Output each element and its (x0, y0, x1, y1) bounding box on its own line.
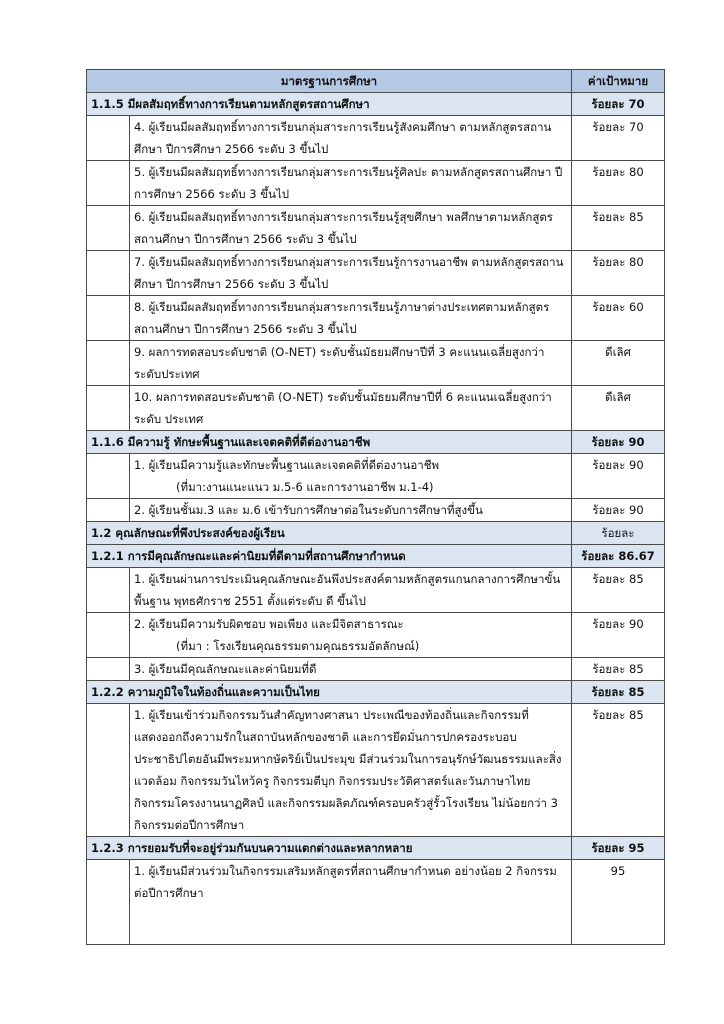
table-row (87, 499, 665, 522)
section-target: ร้อยละ 90 (572, 431, 665, 454)
item-text: 6. ผู้เรียนมีผลสัมฤทธิ์ทางการเรียนกลุ่มสาระการเรียนรู้สุขศึกษา พลศึกษาตามหลักสูตรสถานศึกษา ปีการศึกษา 2566 ระดับ 3 ขึ้นไป (130, 206, 572, 251)
item-text: 4. ผู้เรียนมีผลสัมฤทธิ์ทางการเรียนกลุ่มสาระการเรียนรู้สังคมศึกษา ตามหลักสูตรสถานศึกษา ปีการศึกษา 2566 ระดับ 3 ขึ้นไป (130, 116, 572, 161)
item-target: ร้อยละ 90 (572, 613, 665, 658)
item-text: 1. ผู้เรียนมีความรู้และทักษะพื้นฐานและเจตคติที่ดีต่องานอาชีพ (134, 458, 440, 472)
table-row (87, 860, 665, 945)
header-standard: มาตรฐานการศึกษา (87, 70, 572, 93)
table-row (87, 161, 665, 206)
table-row (87, 613, 665, 658)
section-title: 1.2 คุณลักษณะที่พึงประสงค์ของผู้เรียน (87, 522, 572, 545)
section-row (87, 93, 665, 116)
section-target: ร้อยละ (572, 522, 665, 545)
section-title: 1.1.5 มีผลสัมฤทธิ์ทางการเรียนตามหลักสูตรสถานศึกษา (87, 93, 572, 116)
header-target: ค่าเป้าหมาย (572, 70, 665, 93)
table-row (87, 206, 665, 251)
item-target: ร้อยละ 85 (572, 704, 665, 837)
item-target: ร้อยละ 85 (572, 568, 665, 613)
item-text: 1. ผู้เรียนมีส่วนร่วมในกิจกรรมเสริมหลักสูตรที่สถานศึกษากำหนด อย่างน้อย 2 กิจกรรมต่อปีการศึกษา (134, 864, 557, 900)
item-text: 10. ผลการทดสอบระดับชาติ (O-NET) ระดับชั้นมัธยมศึกษาปีที่ 6 คะแนนเฉลี่ยสูงกว่าระดับ ประเทศ (130, 386, 572, 431)
item-target: ร้อยละ 85 (572, 658, 665, 681)
table-row (87, 704, 665, 837)
section-title: 1.2.3 การยอมรับที่จะอยู่ร่วมกันบนความแตกต่างและหลากหลาย (87, 837, 572, 860)
table-row (87, 251, 665, 296)
table-row (87, 386, 665, 431)
item-source: (ที่มา : โรงเรียนคุณธรรมตามคุณธรรมอัตลักษณ์) (176, 639, 420, 653)
item-text: 7. ผู้เรียนมีผลสัมฤทธิ์ทางการเรียนกลุ่มสาระการเรียนรู้การงานอาชีพ ตามหลักสูตรสถานศึกษา ปีการศึกษา 2566 ระดับ 3 ขึ้นไป (130, 251, 572, 296)
item-target: ร้อยละ 60 (572, 296, 665, 341)
item-target: ร้อยละ 90 (572, 454, 665, 499)
table-row (87, 341, 665, 386)
item-target: ร้อยละ 85 (572, 206, 665, 251)
item-source: (ที่มา:งานแนะแนว ม.5-6 และการงานอาชีพ ม.1-4) (176, 480, 434, 494)
item-target: ดีเลิศ (572, 341, 665, 386)
item-text: 2. ผู้เรียนชั้นม.3 และ ม.6 เข้ารับการศึกษาต่อในระดับการศึกษาที่สูงขึ้น (130, 499, 572, 522)
section-target: ร้อยละ 95 (572, 837, 665, 860)
table-row (87, 296, 665, 341)
item-target: ร้อยละ 90 (572, 499, 665, 522)
item-text: 1. ผู้เรียนเข้าร่วมกิจกรรมวันสำคัญทางศาสนา ประเพณีของท้องถิ่นและกิจกรรมที่แสดงออกถึงความรักในสถาบันหลักของชาติ และการยึดมั่นการปกครองระบอบประชาธิปไตยอันมีพระมหากษัตริย์เป็นประมุข มีส่วนร่วมในการอนุรักษ์วัฒนธรรมและสิ่งแวดล้อม กิจกรรมวันไหว้ครู กิจกรรมตีบุก กิจกรรมประวัติศาสตร์และวันภาษาไทย กิจกรรมโครงงานนาฏศิลป์ และกิจกรรมผลิตภัณฑ์ครอบครัวสู่รั้วโรงเรียน ไม่น้อยกว่า 3 กิจกรรมต่อปีการศึกษา (130, 704, 572, 837)
section-row (87, 431, 665, 454)
item-text: 8. ผู้เรียนมีผลสัมฤทธิ์ทางการเรียนกลุ่มสาระการเรียนรู้ภาษาต่างประเทศตามหลักสูตรสถานศึกษา ปีการศึกษา 2566 ระดับ 3 ขึ้นไป (130, 296, 572, 341)
item-text: 3. ผู้เรียนมีคุณลักษณะและค่านิยมที่ดี (130, 658, 572, 681)
section-target: ร้อยละ 85 (572, 681, 665, 704)
section-row (87, 522, 665, 545)
section-row (87, 837, 665, 860)
section-target: ร้อยละ 86.67 (572, 545, 665, 568)
item-target: 95 (572, 860, 665, 945)
table-header-row (87, 70, 665, 93)
item-target: ร้อยละ 80 (572, 161, 665, 206)
table-row (87, 454, 665, 499)
item-target: ดีเลิศ (572, 386, 665, 431)
item-text: 2. ผู้เรียนมีความรับผิดชอบ พอเพียง และมีจิตสาธารณะ (134, 617, 404, 631)
section-title: 1.2.2 ความภูมิใจในท้องถิ่นและความเป็นไทย (87, 681, 572, 704)
section-title: 1.2.1 การมีคุณลักษณะและค่านิยมที่ดีตามที่สถานศึกษากำหนด (87, 545, 572, 568)
item-text: 9. ผลการทดสอบระดับชาติ (O-NET) ระดับชั้นมัธยมศึกษาปีที่ 3 คะแนนเฉลี่ยสูงกว่าระดับประเทศ (130, 341, 572, 386)
section-row (87, 681, 665, 704)
standards-table (86, 69, 665, 945)
item-target: ร้อยละ 70 (572, 116, 665, 161)
item-text: 1. ผู้เรียนผ่านการประเมินคุณลักษณะอันพึงประสงค์ตามหลักสูตรแกนกลางการศึกษาขั้นพื้นฐาน พุทธศักราช 2551 ตั้งแต่ระดับ ดี ขึ้นไป (130, 568, 572, 613)
table-row (87, 658, 665, 681)
item-text: 5. ผู้เรียนมีผลสัมฤทธิ์ทางการเรียนกลุ่มสาระการเรียนรู้ศิลปะ ตามหลักสูตรสถานศึกษา ปีการศึกษา 2566 ระดับ 3 ขึ้นไป (130, 161, 572, 206)
section-row (87, 545, 665, 568)
table-row (87, 568, 665, 613)
section-title: 1.1.6 มีความรู้ ทักษะพื้นฐานและเจตคติที่ดีต่องานอาชีพ (87, 431, 572, 454)
section-target: ร้อยละ 70 (572, 93, 665, 116)
item-target: ร้อยละ 80 (572, 251, 665, 296)
table-row (87, 116, 665, 161)
